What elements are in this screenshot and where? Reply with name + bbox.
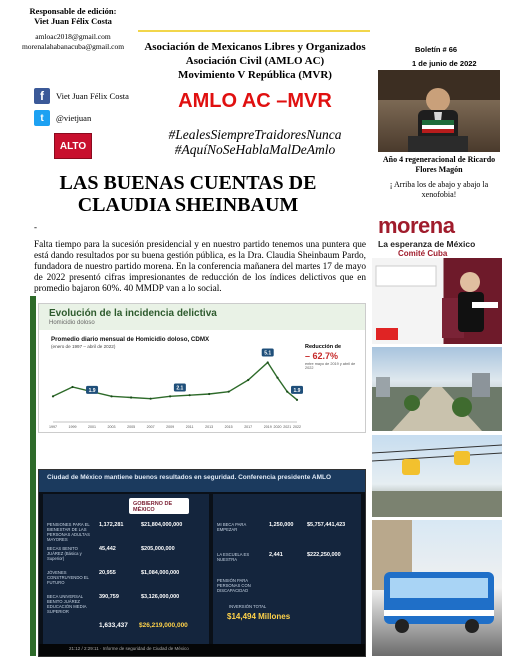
trolleybus-photo [372, 520, 502, 656]
right-row-1-amount: $5,757,441,423 [307, 522, 346, 528]
email-2[interactable]: morenalahabanacuba@gmail.com [21, 42, 125, 51]
annotation-label: 5.1 [264, 350, 272, 357]
data-point [130, 396, 132, 398]
data-point [208, 393, 210, 395]
x-tick-label: 2001 [88, 425, 97, 429]
twitter-handle: @vietjuan [56, 113, 92, 123]
facebook-icon[interactable]: f [34, 88, 50, 104]
header-divider [138, 30, 370, 32]
x-tick-label: 2021 [283, 425, 292, 429]
video-headline-bar [39, 470, 365, 492]
gobierno-label: GOBIERNO DE MÉXICO [133, 501, 173, 513]
row-3-label: JÓVENES CONSTRUYENDO EL FUTURO [47, 570, 89, 585]
cablebus-image [372, 435, 502, 517]
data-point [247, 379, 249, 381]
x-tick-label: 2013 [205, 425, 214, 429]
reduction-value: – 62.7% [305, 351, 339, 361]
morena-logo: morena [378, 213, 455, 238]
boletin-number: Boletín # 66 [415, 45, 458, 54]
x-tick-label: 2017 [244, 425, 253, 429]
chart-slide-subtitle: Homicidio doloso [49, 320, 95, 326]
amlo-photo-image [378, 70, 500, 152]
x-tick-label: 2003 [107, 425, 116, 429]
x-tick-label: 1997 [49, 425, 57, 429]
right-row-2-label: LA ESCUELA ES NUESTRA [217, 552, 250, 562]
gobierno-logo [129, 498, 189, 514]
row-3-count: 20,955 [99, 570, 116, 576]
row-3-amount: $1,084,000,000 [141, 570, 180, 576]
data-point [228, 391, 230, 393]
amlo-photo [378, 70, 500, 152]
inversion-label: INVERSIÓN TOTAL [229, 604, 267, 609]
row-4-amount: $3,126,000,000 [141, 594, 180, 600]
right-row-2-amount: $222,250,000 [307, 552, 341, 558]
row-2-label: BECAS BENITO JUÁREZ (Básica y Superior) [47, 546, 82, 561]
amlo-title: AMLO AC –MVR [178, 90, 332, 112]
annotation-label: 1.9 [293, 387, 301, 394]
chart-slide-title: Evolución de la incidencia delictiva [49, 308, 217, 319]
assoc-line-1: Asociación de Mexicanos Libres y Organizados [144, 41, 366, 53]
inversion-value: $14,494 Millones [227, 612, 291, 621]
chart-range: (enero de 1997 – abril de 2022) [51, 344, 116, 349]
x-tick-label: 2009 [166, 425, 175, 429]
data-point [276, 377, 278, 379]
right-row-3-label: PENSIÓN PARA PERSONAS CON DISCAPACIDAD [217, 578, 251, 593]
total-count: 1,633,437 [99, 622, 128, 629]
chart-title: Promedio diario mensual de Homicidio doloso, CDMX [51, 336, 210, 343]
facebook-row[interactable] [34, 88, 129, 104]
morena-tagline: La esperanza de México [378, 239, 476, 249]
x-tick-label: 2020 [273, 425, 282, 429]
article-title-line-2: CLAUDIA SHEINBAUM [77, 194, 299, 216]
data-point [189, 394, 191, 396]
x-tick-label: 2007 [146, 425, 155, 429]
homicide-series-line [53, 363, 297, 400]
row-1-label: PENSIONES PARA EL BIENESTAR DE LAS PERSONAS ADULTAS MAYORES [47, 522, 90, 542]
data-point [286, 391, 288, 393]
assoc-line-2: Asociación Civil (AMLO AC) [185, 55, 325, 67]
assoc-line-3: Movimiento V República (MVR) [178, 69, 332, 81]
annotation-label: 2.1 [176, 385, 184, 392]
sheinbaum-photo [372, 258, 502, 344]
side-accent-bar [30, 296, 36, 656]
right-row-1-count: 1,250,000 [269, 522, 294, 528]
data-point [52, 395, 54, 397]
video-controls[interactable] [39, 644, 365, 656]
morena-comite: Comité Cuba [398, 249, 448, 258]
x-tick-label: 2015 [224, 425, 233, 429]
data-point [267, 361, 269, 363]
data-point [71, 386, 73, 388]
article-title-line-1: LAS BUENAS CUENTAS DE [59, 172, 317, 194]
editor-info [8, 6, 138, 52]
row-4-label: BECA UNIVERSAL BENITO JUÁREZ EDUCACIÓN MEDIA SUPERIOR [47, 594, 87, 614]
data-point [110, 395, 112, 397]
responsable-label: Responsable de edición: [29, 6, 117, 16]
data-point [169, 395, 171, 397]
email-1[interactable]: amloac2018@gmail.com [35, 32, 111, 41]
article-title [28, 172, 348, 216]
twitter-row[interactable] [34, 110, 91, 126]
x-tick-label: 2022 [293, 425, 301, 429]
row-1-amount: $21,804,000,000 [141, 522, 183, 528]
data-point [150, 398, 152, 400]
homicide-chart-slide [38, 303, 366, 433]
row-4-count: 390,759 [99, 594, 119, 600]
twitter-icon[interactable]: t [34, 110, 50, 126]
total-amount: $26,219,000,000 [139, 622, 188, 629]
security-video-screenshot [38, 469, 366, 657]
responsable-name: Viet Juan Félix Costa [34, 16, 112, 26]
city-aerial-photo [372, 347, 502, 431]
right-panel [213, 494, 361, 652]
right-row-2-count: 2,441 [269, 552, 283, 558]
facebook-name: Viet Juan Félix Costa [56, 91, 129, 101]
right-row-1-label: MI BECA PARA EMPEZAR [217, 522, 247, 532]
hashtags [140, 127, 370, 157]
homicide-line-chart [39, 304, 365, 432]
reduction-label: Reducción de [305, 344, 342, 350]
row-2-count: 45,442 [99, 546, 116, 552]
article-body: Falta tiempo para la sucesión presidencial y en nuestro partido tenemos una puntera que está dando resultados por su buena gestión pública, es la Dra. Claudia Sheinbaum Pardo, fundadora de nuestro partido morena. En la conferencia mañanera del martes 17 de mayo de 2022 presentó cifras impresionantes de reducción de los índices delictivos que en promedio bajaron 60%. 40 MMDP van a lo social. [34, 240, 366, 294]
row-2-amount: $205,000,000 [141, 546, 175, 552]
video-headline: Ciudad de México mantiene buenos resultados en seguridad. Conferencia presidente AMLO [47, 474, 332, 481]
cablebus-photo [372, 435, 502, 517]
row-1-count: 1,172,281 [99, 522, 124, 528]
trolleybus-image [372, 520, 502, 656]
annotation-label: 1.9 [88, 387, 96, 394]
sheinbaum-image [372, 258, 502, 344]
hashtag-1[interactable]: #LealesSiempreTraidoresNunca [168, 127, 342, 142]
x-tick-label: 1999 [68, 425, 77, 429]
caption-xenofobia: ¡ Arriba los de abajo y abajo la xenofobia! [389, 180, 489, 199]
reduction-note: entre mayo de 2019 y abril de 2022 [305, 362, 356, 370]
x-tick-label: 2005 [127, 425, 136, 429]
association-block [140, 40, 370, 82]
alto-sign-icon: ALTO [54, 133, 92, 159]
article-dot: - [34, 222, 37, 232]
video-time: 21:12 / 2:29:11 · Informe de seguridad de Ciudad de México [69, 646, 189, 651]
boletin-date: 1 de junio de 2022 [412, 59, 477, 68]
city-aerial-image [372, 347, 502, 431]
data-point [296, 399, 298, 401]
caption-magon: Año 4 regeneracional de Ricardo Flores Magón [382, 155, 496, 174]
x-tick-label: 2011 [185, 425, 194, 429]
x-tick-label: 2019 [263, 425, 272, 429]
hashtag-2[interactable]: #AquíNoSeHablaMalDeAmlo [174, 142, 336, 157]
